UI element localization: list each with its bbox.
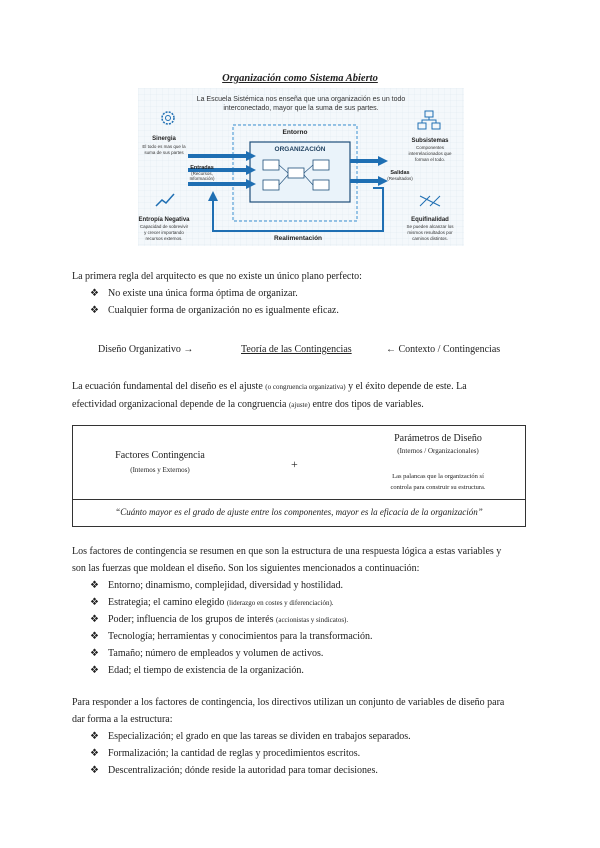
box-quote: “Cuánto mayor es el grado de ajuste entre los componentes, mayor es la eficacia de la organización” bbox=[115, 507, 483, 517]
flow-left: Diseño Organizativo → bbox=[98, 344, 194, 355]
equifinalidad-text-1: Se pueden alcanzar los bbox=[406, 224, 454, 229]
list-item-small: (liderazgo en costes y diferenciación). bbox=[226, 599, 334, 607]
subsistemas-text-2: interrelacionados que bbox=[408, 151, 452, 156]
subsistemas-text-1: Componentes bbox=[415, 145, 445, 150]
sinergia-text-1: El todo es mas que la bbox=[142, 144, 186, 149]
bullet-icon: ❖ bbox=[90, 648, 99, 659]
bullet-icon: ❖ bbox=[90, 305, 99, 316]
text-span: La ecuación fundamental del diseño es el ajuste bbox=[72, 381, 266, 392]
organizacion-label: ORGANIZACIÓN bbox=[274, 146, 326, 153]
sinergia-text-2: suma de sus partes bbox=[144, 150, 184, 155]
list-item bbox=[90, 285, 298, 302]
entropia-text-2: y crecer importando bbox=[144, 230, 184, 235]
entropia-text-1: Capacidad de sobrevivir bbox=[139, 224, 189, 229]
bullet-icon: ❖ bbox=[90, 748, 99, 759]
bullet-icon: ❖ bbox=[90, 580, 99, 591]
list-item bbox=[90, 302, 339, 319]
parametros-note-2: controla para construir su estructura. bbox=[390, 484, 486, 491]
variables-box bbox=[72, 425, 526, 527]
factores-sub: (Internos y Externos) bbox=[130, 466, 190, 474]
list-item-text: No existe una única forma óptima de organizar. bbox=[108, 288, 298, 299]
list-item bbox=[90, 611, 348, 629]
equifinalidad-text-2: mismos resultados por bbox=[407, 230, 453, 235]
list-item bbox=[90, 577, 343, 594]
salidas-text: (Resultados) bbox=[387, 176, 413, 181]
list-item-text: Cualquier forma de organización no es igualmente eficaz. bbox=[108, 305, 339, 316]
text-span: y el éxito depende de este. La bbox=[345, 381, 467, 392]
subsistemas-text-3: forman el todo. bbox=[414, 157, 446, 162]
bullet-icon: ❖ bbox=[90, 288, 99, 299]
open-system-diagram bbox=[138, 88, 464, 246]
realimentacion-label: Realimentación bbox=[273, 235, 323, 242]
list-item bbox=[90, 745, 360, 762]
paragraph-intro: La primera regla del arquitecto es que no existe un único plano perfecto: bbox=[72, 271, 362, 282]
list-item-text: Entorno; dinamismo, complejidad, diversidad y hostilidad. bbox=[108, 580, 343, 591]
bullet-icon: ❖ bbox=[90, 631, 99, 642]
entorno-label: Entorno bbox=[282, 129, 308, 136]
parametros-title: Parámetros de Diseño bbox=[394, 433, 482, 444]
bullet-icon: ❖ bbox=[90, 665, 99, 676]
list-item bbox=[90, 762, 378, 779]
list-item-text: Tamaño; número de empleados y volumen de activos. bbox=[108, 648, 324, 659]
paragraph-design-2: dar forma a la estructura: bbox=[72, 714, 173, 725]
list-item-text: Formalización; la cantidad de reglas y procedimientos escritos. bbox=[108, 748, 361, 759]
entropia-text-3: recursos externos. bbox=[145, 236, 183, 241]
equifinalidad-text-3: caminos distintos. bbox=[412, 236, 448, 241]
entradas-title: Entradas bbox=[190, 165, 214, 171]
plus-sign: + bbox=[291, 457, 298, 471]
flow-right: ← Contexto / Contingencias bbox=[386, 344, 501, 355]
intro-line-1: La Escuela Sistémica nos enseña que una organización es un todo bbox=[196, 96, 406, 103]
list-item-small: (accionistas y sindicatos). bbox=[276, 616, 349, 624]
text-small: (ajuste) bbox=[288, 401, 310, 409]
flow-center: Teoría de las Contingencias bbox=[241, 344, 352, 355]
text-span: entre dos tipos de variables. bbox=[309, 399, 424, 410]
list-item bbox=[90, 594, 334, 612]
subsistemas-title: Subsistemas bbox=[411, 138, 449, 144]
list-item bbox=[90, 662, 304, 679]
paragraph-design-1: Para responder a los factores de contingencia, los directivos utilizan un conjunto de variables de diseño para bbox=[72, 697, 505, 708]
equifinalidad-title: Equifinalidad bbox=[411, 217, 449, 223]
list-item-text: Estrategia; el camino elegido bbox=[108, 597, 227, 608]
salidas-title: Salidas bbox=[390, 170, 410, 176]
paragraph-factors-1: Los factores de contingencia se resumen en que son la estructura de una respuesta lógica a estas variables y bbox=[72, 546, 502, 557]
factores-title: Factores Contingencia bbox=[115, 450, 205, 461]
list-item bbox=[90, 728, 411, 745]
page-title: Organización como Sistema Abierto bbox=[222, 73, 378, 84]
paragraph-equation bbox=[72, 378, 532, 414]
list-item-text: Tecnología; herramientas y conocimientos para la transformación. bbox=[108, 631, 373, 642]
bullet-icon: ❖ bbox=[90, 765, 99, 776]
text-span: efectividad organizacional depende de la congruencia bbox=[72, 399, 289, 410]
entropia-title: Entropía Negativa bbox=[138, 217, 190, 223]
list-item-text: Especialización; el grado en que las tareas se dividen en trabajos separados. bbox=[108, 731, 411, 742]
bullet-icon: ❖ bbox=[90, 597, 99, 608]
paragraph-factors-2: son las fuerzas que moldean el diseño. Son los siguientes mencionados a continuación: bbox=[72, 563, 420, 574]
box-divider bbox=[73, 499, 525, 500]
bullet-icon: ❖ bbox=[90, 614, 99, 625]
parametros-note-1: Las palancas que la organización sí bbox=[392, 473, 484, 480]
list-item bbox=[90, 645, 323, 662]
bullet-icon: ❖ bbox=[90, 731, 99, 742]
list-item-text: Poder; influencia de los grupos de interés bbox=[108, 614, 277, 625]
entradas-text-1: (Recursos, bbox=[191, 171, 213, 176]
sinergia-title: Sinergia bbox=[152, 136, 176, 142]
text-small: (o congruencia organizativa) bbox=[265, 383, 346, 391]
entradas-text-2: Información) bbox=[189, 176, 215, 181]
intro-line-2: interconectado, mayor que la suma de sus partes. bbox=[223, 105, 379, 112]
list-item-text: Edad; el tiempo de existencia de la organización. bbox=[108, 665, 304, 676]
list-item-text: Descentralización; dónde reside la autoridad para tomar decisiones. bbox=[108, 765, 378, 776]
parametros-sub: (Internos / Organizacionales) bbox=[397, 447, 479, 455]
list-item bbox=[90, 628, 372, 645]
